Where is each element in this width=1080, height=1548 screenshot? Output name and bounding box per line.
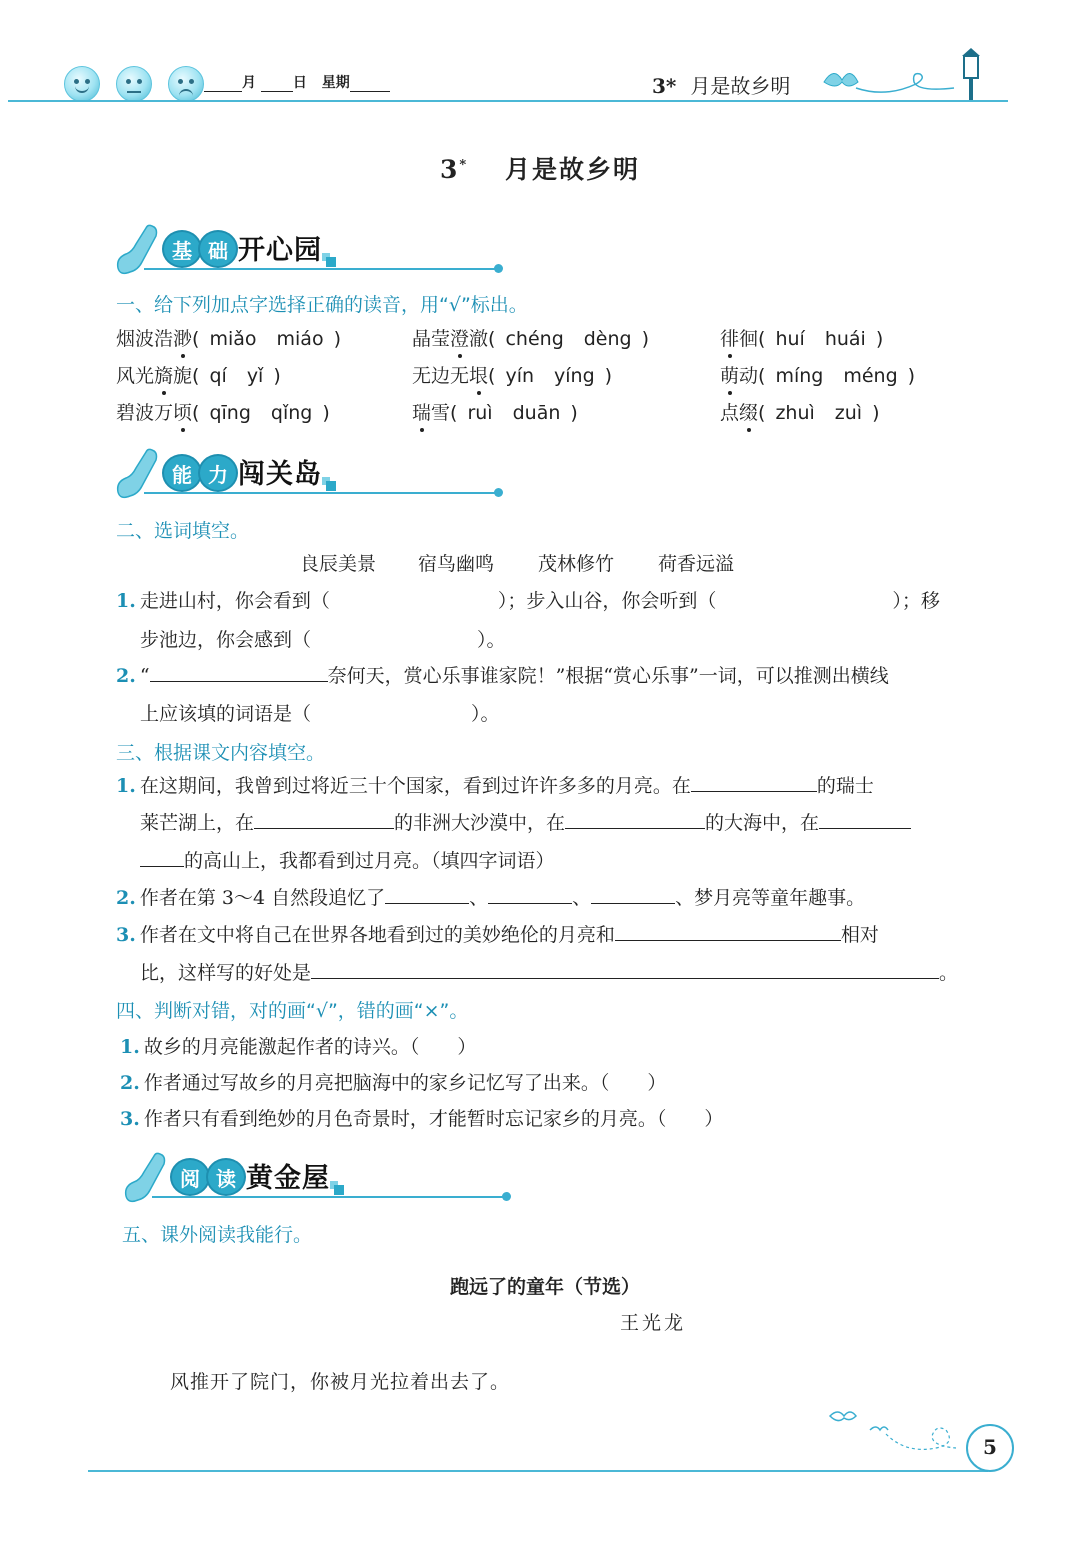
q1-item bbox=[116, 361, 281, 388]
paren: ) bbox=[641, 328, 650, 350]
pinyin-option[interactable]: míng bbox=[775, 365, 824, 387]
banner-dot-icon bbox=[494, 264, 503, 273]
paren: ) bbox=[872, 402, 880, 424]
q3-text: 比，这样写的好处是 bbox=[140, 962, 312, 984]
bird-swirl-decoration-icon bbox=[826, 1404, 966, 1460]
paren: ( bbox=[450, 402, 458, 424]
dotted-char: 旖 bbox=[154, 365, 174, 387]
header-lesson bbox=[652, 70, 790, 99]
weekday-blank[interactable] bbox=[350, 75, 390, 92]
title-star: * bbox=[459, 157, 469, 173]
item-number: 2. bbox=[116, 665, 136, 687]
q4-heading: 四、判断对错，对的画“√”，错的画“×”。 bbox=[116, 1000, 469, 1022]
banner-line bbox=[144, 492, 496, 494]
pill-char: 础 bbox=[198, 230, 238, 268]
pinyin-option[interactable]: huí bbox=[775, 328, 805, 350]
passage-author: 王光龙 bbox=[620, 1312, 687, 1334]
q2-text: ）；移 bbox=[892, 590, 940, 612]
word-text: 风光 bbox=[116, 365, 155, 387]
pinyin-option[interactable]: yíng bbox=[554, 365, 595, 387]
word-option: 宿鸟幽鸣 bbox=[418, 553, 495, 575]
q1-item bbox=[412, 361, 612, 388]
word-text: 动 bbox=[739, 365, 759, 387]
answer-blank[interactable] bbox=[691, 771, 817, 792]
q3-item-1-line1 bbox=[116, 771, 874, 798]
banner-dot-icon bbox=[494, 488, 503, 497]
month-label: 月 bbox=[242, 75, 256, 91]
q3-item-2 bbox=[116, 883, 865, 910]
q2-text: 上应该填的词语是（ bbox=[140, 703, 312, 725]
banner-line bbox=[144, 268, 496, 270]
section-title: 开心园 bbox=[238, 235, 322, 266]
item-number: 1. bbox=[116, 590, 136, 612]
q2-text: 走进山村，你会看到（ bbox=[139, 590, 330, 612]
section-banner-reading bbox=[122, 1152, 522, 1212]
pinyin-option[interactable]: chéng bbox=[505, 328, 564, 350]
word-bank bbox=[300, 549, 734, 576]
item-number: 3. bbox=[116, 924, 136, 946]
q2-text: 奈何天，赏心乐事谁家院！”根据“赏心乐事”一词，可以推测出横线 bbox=[327, 665, 889, 687]
answer-blank[interactable] bbox=[385, 883, 469, 904]
header-rule bbox=[8, 100, 1008, 102]
q3-text: 、 bbox=[469, 887, 489, 909]
item-number: 2. bbox=[116, 887, 136, 909]
q4-statement[interactable]: 故乡的月亮能激起作者的诗兴。（ ） bbox=[143, 1036, 477, 1058]
page-number: 5 bbox=[966, 1424, 1014, 1472]
answer-blank[interactable] bbox=[615, 920, 841, 941]
pinyin-option[interactable]: dèng bbox=[583, 328, 632, 350]
section-title: 黄金屋 bbox=[246, 1163, 330, 1194]
paren: ) bbox=[875, 328, 884, 350]
word-option: 荷香远溢 bbox=[658, 553, 735, 575]
q3-text: 、 bbox=[572, 887, 592, 909]
q3-text: 、梦月亮等童年趣事。 bbox=[675, 887, 866, 909]
q3-text: 相对 bbox=[840, 924, 879, 946]
q3-text: 的大海中，在 bbox=[705, 812, 820, 834]
banner-dot-icon bbox=[502, 1192, 511, 1201]
dotted-char: 澄 bbox=[450, 328, 470, 350]
pinyin-option[interactable]: zhuì bbox=[775, 402, 815, 424]
q1-heading: 一、给下列加点字选择正确的读音，用“√”标出。 bbox=[116, 294, 528, 316]
q5-heading: 五、课外阅读我能行。 bbox=[122, 1224, 313, 1246]
q2-item-1-line1 bbox=[116, 586, 940, 613]
q3-item-3-line2 bbox=[140, 958, 958, 985]
dotted-char: 顷 bbox=[173, 402, 193, 424]
paren: ( bbox=[758, 328, 766, 350]
pinyin-option[interactable]: huái bbox=[824, 328, 866, 350]
brush-icon bbox=[114, 224, 166, 280]
title-number: 3 bbox=[440, 155, 460, 184]
q4-statement[interactable]: 作者只有看到绝妙的月色奇景时，才能暂时忘记家乡的月亮。（ ） bbox=[143, 1108, 724, 1130]
passage-first-line: 风推开了院门，你被月光拉着出去了。 bbox=[170, 1371, 511, 1393]
paren: ( bbox=[488, 328, 496, 350]
word-text: 碧波万 bbox=[116, 402, 174, 424]
word-text: 烟波浩 bbox=[116, 328, 174, 350]
pinyin-option[interactable]: miáo bbox=[276, 328, 324, 350]
word-option: 茂林修竹 bbox=[538, 553, 615, 575]
item-number: 1. bbox=[116, 775, 136, 797]
q2-text: ）；步入山谷，你会听到（ bbox=[497, 590, 717, 612]
day-label: 日 bbox=[292, 75, 307, 91]
butterfly-lamp-decoration-icon bbox=[816, 48, 992, 104]
paren: ( bbox=[488, 365, 496, 387]
sad-face-icon bbox=[168, 66, 204, 102]
title-text: 月是故乡明 bbox=[504, 155, 640, 184]
word-text: 无边无 bbox=[412, 365, 470, 387]
paren: ) bbox=[907, 365, 916, 387]
header-lesson-title: 月是故乡明 bbox=[690, 74, 791, 98]
answer-blank[interactable] bbox=[150, 661, 328, 682]
paren: ( bbox=[758, 402, 766, 424]
answer-blank[interactable] bbox=[488, 883, 572, 904]
word-text: 雪 bbox=[431, 402, 451, 424]
banner-line bbox=[152, 1196, 504, 1198]
pill-char: 能 bbox=[162, 454, 202, 492]
answer-blank[interactable] bbox=[819, 808, 911, 829]
q4-item bbox=[120, 1104, 723, 1131]
paren: ) bbox=[333, 328, 341, 350]
pill-char: 力 bbox=[198, 454, 238, 492]
pill-char: 阅 bbox=[170, 1158, 210, 1196]
square-decoration-icon bbox=[334, 1185, 344, 1195]
dotted-char: 垠 bbox=[469, 365, 489, 387]
month-blank[interactable] bbox=[204, 75, 242, 92]
q1-item bbox=[116, 398, 330, 425]
q1-item bbox=[412, 324, 649, 351]
dotted-char: 瑞 bbox=[412, 402, 432, 424]
paren: ) bbox=[570, 402, 578, 424]
section-banner-basic bbox=[114, 224, 514, 284]
word-text: 徊 bbox=[739, 328, 759, 350]
q4-item bbox=[120, 1068, 666, 1095]
weekday-label: 星期 bbox=[321, 75, 350, 91]
q1-item bbox=[116, 324, 341, 351]
q1-item bbox=[720, 361, 915, 388]
page-title bbox=[0, 150, 1080, 186]
dotted-char: 渺 bbox=[173, 328, 193, 350]
q3-item-3-line1 bbox=[116, 920, 879, 947]
word-option: 良辰美景 bbox=[300, 553, 377, 575]
pinyin-option[interactable]: qí bbox=[209, 365, 227, 387]
brush-icon bbox=[114, 448, 166, 504]
section-banner-ability bbox=[114, 448, 514, 508]
pinyin-option[interactable]: qīng bbox=[209, 402, 251, 424]
square-decoration-icon bbox=[326, 481, 336, 491]
answer-blank[interactable] bbox=[311, 958, 939, 979]
item-number: 3. bbox=[120, 1108, 140, 1130]
q4-item bbox=[120, 1032, 476, 1059]
q3-text: 在这期间，我曾到过将近三十个国家，看到过许许多多的月亮。在 bbox=[139, 775, 691, 797]
answer-blank[interactable] bbox=[140, 846, 184, 867]
answer-blank[interactable] bbox=[591, 883, 675, 904]
q1-item bbox=[720, 324, 883, 351]
q2-text: ）。 bbox=[477, 629, 506, 651]
q4-statement[interactable]: 作者通过写故乡的月亮把脑海中的家乡记忆写了出来。（ ） bbox=[143, 1072, 667, 1094]
day-blank[interactable] bbox=[261, 75, 293, 92]
q3-text: 的瑞士 bbox=[816, 775, 874, 797]
q2-item-2-line1 bbox=[116, 661, 889, 688]
paren: ) bbox=[273, 365, 281, 387]
smiley-icon bbox=[64, 66, 100, 102]
neutral-face-icon bbox=[116, 66, 152, 102]
q3-text: 莱芒湖上，在 bbox=[140, 812, 255, 834]
paren: ( bbox=[192, 365, 200, 387]
square-decoration-icon bbox=[326, 257, 336, 267]
q2-text: ）。 bbox=[471, 703, 500, 725]
q2-heading: 二、选词填空。 bbox=[116, 520, 250, 542]
paren: ) bbox=[604, 365, 613, 387]
q3-text: 作者在文中将自己在世界各地看到过的美妙绝伦的月亮和 bbox=[139, 924, 615, 946]
paren: ( bbox=[192, 402, 200, 424]
q2-text: 步池边，你会感到（ bbox=[140, 629, 312, 651]
brush-icon bbox=[122, 1152, 174, 1208]
pinyin-option[interactable]: méng bbox=[843, 365, 898, 387]
q3-item-1-line3 bbox=[140, 846, 555, 873]
dotted-char: 徘 bbox=[720, 328, 740, 350]
paren: ( bbox=[192, 328, 200, 350]
pinyin-option[interactable]: qǐng bbox=[270, 402, 313, 424]
passage-title: 跑远了的童年（节选） bbox=[450, 1276, 641, 1298]
header-lesson-number: 3* bbox=[652, 74, 677, 98]
q2-text: “ bbox=[139, 665, 150, 687]
q1-item bbox=[720, 398, 880, 425]
word-text: 点 bbox=[720, 402, 740, 424]
q3-text: 作者在第 3～4 自然段追忆了 bbox=[139, 887, 386, 909]
pinyin-option[interactable]: zuì bbox=[834, 402, 863, 424]
q3-item-1-line2 bbox=[140, 808, 911, 835]
paren: ) bbox=[322, 402, 330, 424]
dotted-char: 缀 bbox=[739, 402, 759, 424]
pinyin-option[interactable]: miǎo bbox=[209, 328, 257, 350]
section-title: 闯关岛 bbox=[238, 459, 322, 490]
footer-rule bbox=[88, 1470, 988, 1472]
dotted-char: 萌 bbox=[720, 365, 740, 387]
q3-heading: 三、根据课文内容填空。 bbox=[116, 742, 326, 764]
word-text: 旎 bbox=[173, 365, 193, 387]
q1-item bbox=[412, 398, 578, 425]
answer-blank[interactable] bbox=[565, 808, 705, 829]
date-fields bbox=[204, 72, 390, 92]
q3-text: 。 bbox=[939, 962, 959, 984]
pinyin-option[interactable]: ruì bbox=[467, 402, 493, 424]
pill-char: 基 bbox=[162, 230, 202, 268]
item-number: 2. bbox=[120, 1072, 140, 1094]
q3-text: 的高山上，我都看到过月亮。（填四字词语） bbox=[184, 850, 555, 872]
answer-blank[interactable] bbox=[254, 808, 394, 829]
word-text: 晶莹 bbox=[412, 328, 451, 350]
pill-char: 读 bbox=[206, 1158, 246, 1196]
paren: ( bbox=[758, 365, 766, 387]
q2-item-1-line2 bbox=[140, 625, 506, 652]
item-number: 1. bbox=[120, 1036, 140, 1058]
pinyin-option[interactable]: yín bbox=[505, 365, 535, 387]
pinyin-option[interactable]: yǐ bbox=[246, 365, 264, 387]
q2-item-2-line2 bbox=[140, 699, 500, 726]
word-text: 澈 bbox=[469, 328, 489, 350]
pinyin-option[interactable]: duān bbox=[512, 402, 561, 424]
q3-text: 的非洲大沙漠中，在 bbox=[394, 812, 566, 834]
